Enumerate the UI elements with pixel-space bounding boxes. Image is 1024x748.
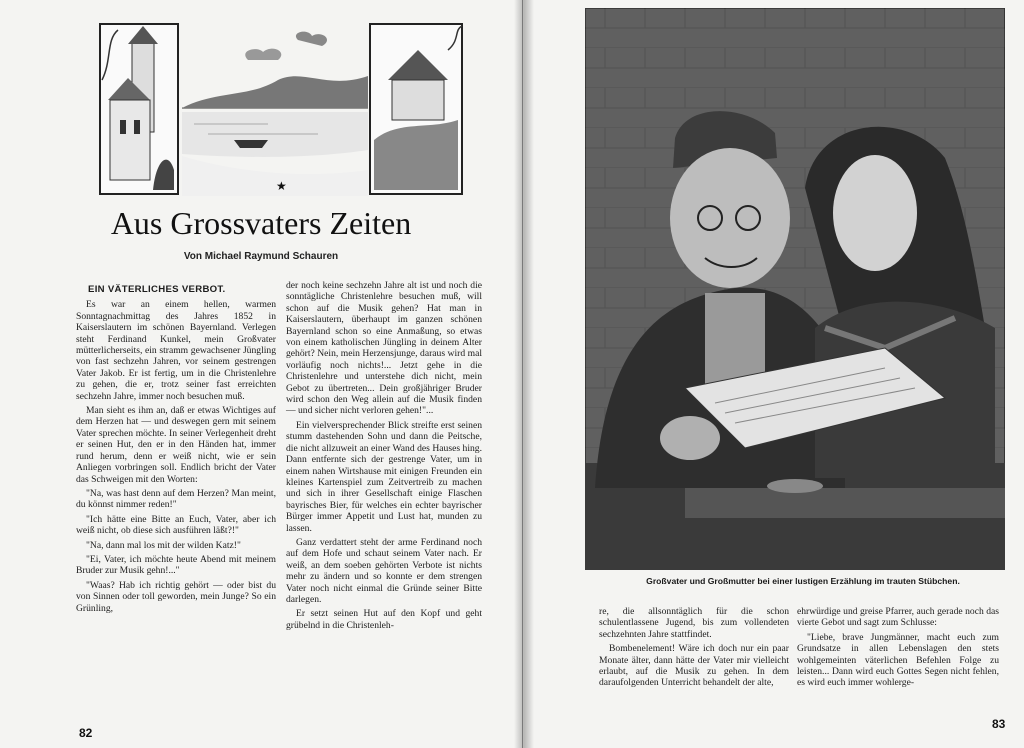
page-number-left: 82 [79, 726, 93, 740]
right-page [523, 0, 1024, 748]
paragraph: "Ich hätte eine Bitte an Euch, Vater, aber ich weiß nicht, ob diese sich ausführen läßt?!" [76, 513, 276, 537]
star-ornament: ★ [276, 179, 287, 193]
paragraph: re, die allsonntäglich für die schon schulentlassene Jugend, bis zum vollendeten sechzehnten Jahre stattfindet. [599, 606, 789, 640]
left-column-2 [286, 280, 482, 634]
paragraph: Ein vielversprechender Blick streifte erst seinen stumm dastehenden Sohn und dann die Peitsche, die nicht allzuweit an einer Wand des Hauses hing. Dann entfernte sich der gestrenge Vater, um in einem nahen Wirtshause mit einigen Freunden ein kleines Kartenspiel zum Zeitvertreib zu machen und sich in ihrer Gesellschaft einige Flaschen bayrisches Bier, für welches ein echter bayrischer Bürger immer Appetit und Lust hat, munden zu lassen. [286, 419, 482, 534]
paragraph: Man sieht es ihm an, daß er etwas Wichtiges auf dem Herzen hat — und deswegen gern mit seinem Vater sprechen möchte. In seiner Verlegenheit dreht er seinen Hut, den er in den Händen hat, immer rund herum, denn er weiß nicht, wie er sein Anliegen vorbringen soll. Endlich bricht der Vater das Schweigen mit den Worten: [76, 405, 276, 485]
section-heading: EIN VÄTERLICHES VERBOT. [88, 284, 226, 295]
paragraph: Ganz verdattert steht der arme Ferdinand noch auf dem Hofe und schaut seinem Vater nach. Er weiß, an dem soeben gehörten Verbote ist nichts mehr zu ändern und so konnte er dem strengen Vater noch nicht einmal die Gründe seiner Bitte darlegen. [286, 536, 482, 605]
paragraph: "Ei, Vater, ich möchte heute Abend mit meinem Bruder zur Musik gehn!..." [76, 553, 276, 577]
village-panel [370, 24, 462, 194]
paragraph: Es war an einem hellen, warmen Sonntagnachmittag des Jahres 1852 in Kaiserslautern im schönen Bayernland. Verlegen steht Ferdinand Kunkel, mein Großvater mütterlicherseits, ein stramm gewachsener Jüngling von fast sechzehn Jahren, vor seinem gestrengen Vater Jakob. Er ist fertig, um in die Christenlehre zu gehen, die er, trotz seiner fast erreichten sechzehn Jahre, immer noch besuchen muß. [76, 299, 276, 402]
book-gutter [514, 0, 534, 748]
paragraph: der noch keine sechzehn Jahre alt ist und noch die sonntägliche Christenlehre besuchen muß, will schon auf die Musik gehen? Hat man in Kaiserslautern, überhaupt im ganzen schönen Bayernland schon so eine Anmaßung, so etwas von einem katholischen Jüngling in deinem Alter gehört? Nein, mein Herzensjunge, daraus wird mal vorläufig noch nichts!... Jetzt gehe in die Christenlehre und unterstehe dich nicht, mein Gebot zu übertreten... Dein großjähriger Bruder wird schon den Weg allein auf die Musik finden — und sicher nicht verloren gehen!"... [286, 280, 482, 417]
paragraph: ehrwürdige und greise Pfarrer, auch gerade noch das vierte Gebot und sagt zum Schlusse: [797, 606, 999, 629]
church-panel [100, 24, 178, 194]
article-byline: Von Michael Raymund Schauren [183, 251, 339, 262]
page-number-right: 83 [992, 717, 1006, 731]
grandparents-photo [585, 8, 1005, 570]
header-engraving [98, 20, 466, 196]
paragraph: Er setzt seinen Hut auf den Kopf und geht grübelnd in die Christenleh- [286, 608, 482, 631]
left-column-1 [76, 284, 276, 617]
paragraph: "Na, was hast denn auf dem Herzen? Man meint, du könnst nimmer reden!" [76, 487, 276, 511]
right-column-1 [599, 606, 789, 692]
photo-caption: Großvater und Großmutter bei einer lustigen Erzählung im trauten Stübchen. [646, 576, 960, 586]
article-title: Aus Grossvaters Zeiten [110, 205, 412, 241]
paragraph: "Na, dann mal los mit der wilden Katz!" [86, 539, 241, 551]
paragraph: Bombenelement! Wäre ich doch nur ein paar Monate älter, dann hätte der Vater mir vielleicht erlaubt, auf die Musik zu gehen. In dem daraufolgenden Unterricht behandelt der alte, [599, 643, 789, 689]
right-column-2 [797, 606, 999, 692]
paragraph: "Liebe, brave Jungmänner, macht euch zum Grundsatze in allen Lebenslagen den stets wohlgemeinten väterlichen Befehlen Folge zu leisten... Dann wird euch Gottes Segen nicht fehlen, es wird euch immer wohlerge- [797, 631, 999, 689]
paragraph: "Waas? Hab ich richtig gehört — oder bist du von Sinnen oder toll geworden, mein Junge? So ein Grünling, [76, 579, 276, 614]
lake-panel [182, 32, 368, 196]
